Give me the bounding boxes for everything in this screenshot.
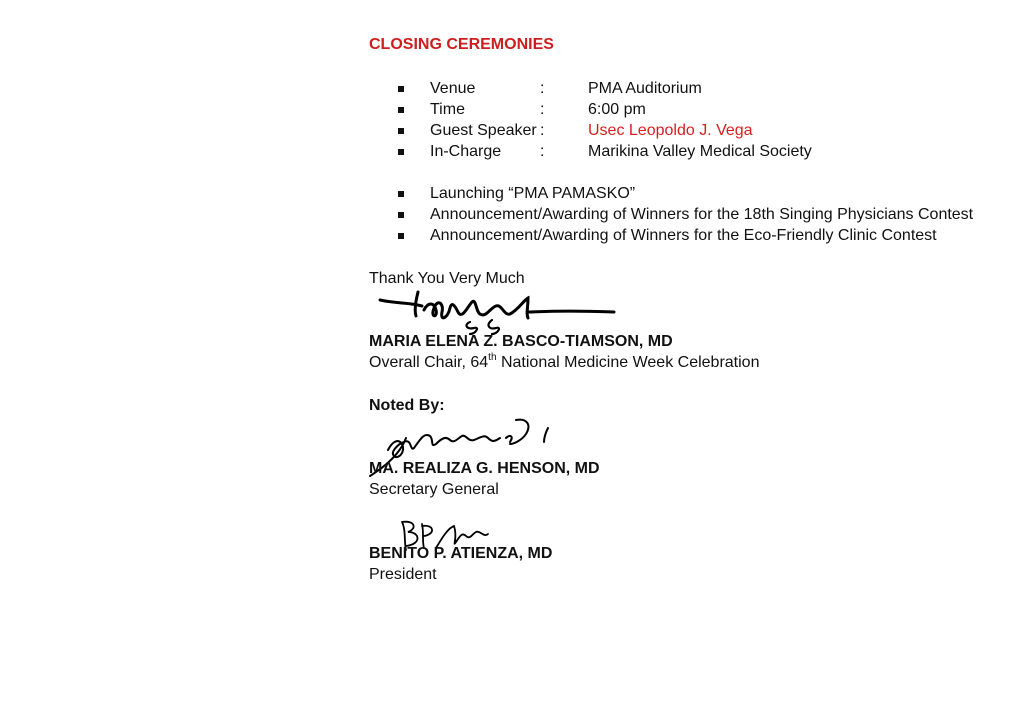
detail-value: Marikina Valley Medical Society [588,143,812,160]
signature-1-image [378,288,618,338]
bullet-icon [398,191,404,197]
detail-value: PMA Auditorium [588,80,702,97]
signatory-1-title [369,354,759,372]
title-superscript: th [488,352,497,363]
bullet-icon [398,233,404,239]
bullet-icon [398,86,404,92]
signatory-2-name: MA. REALIZA G. HENSON, MD [369,460,600,477]
noted-by-label: Noted By: [369,397,445,414]
program-item-text: Announcement/Awarding of Winners for the Eco-Friendly Clinic Contest [430,227,937,244]
title-part: Overall Chair, 64 [369,354,489,371]
bullet-icon [398,212,404,218]
signatory-3-title: President [369,566,437,583]
detail-label: Venue [430,80,476,97]
detail-colon: : [540,101,545,118]
signatory-2-title: Secretary General [369,481,499,498]
section-heading: CLOSING CEREMONIES [369,36,554,53]
title-part: National Medicine Week Celebration [496,354,760,371]
detail-colon: : [540,122,545,139]
detail-label: Time [430,101,465,118]
bullet-icon [398,128,404,134]
detail-value-highlight: Usec Leopoldo J. Vega [588,122,753,139]
bullet-icon [398,149,404,155]
closing-text: Thank You Very Much [369,270,525,287]
signatory-3-name: BENITO P. ATIENZA, MD [369,545,553,562]
detail-label: Guest Speaker [430,122,537,139]
program-item-text: Announcement/Awarding of Winners for the 18th Singing Physicians Contest [430,206,974,223]
detail-colon: : [540,143,545,160]
detail-colon: : [540,80,545,97]
signatory-1-name: MARIA ELENA Z. BASCO-TIAMSON, MD [369,333,673,350]
detail-label: In-Charge [430,143,502,160]
detail-value: 6:00 pm [588,101,646,118]
bullet-icon [398,107,404,113]
program-item-text: Launching “PMA PAMASKO” [430,185,636,202]
